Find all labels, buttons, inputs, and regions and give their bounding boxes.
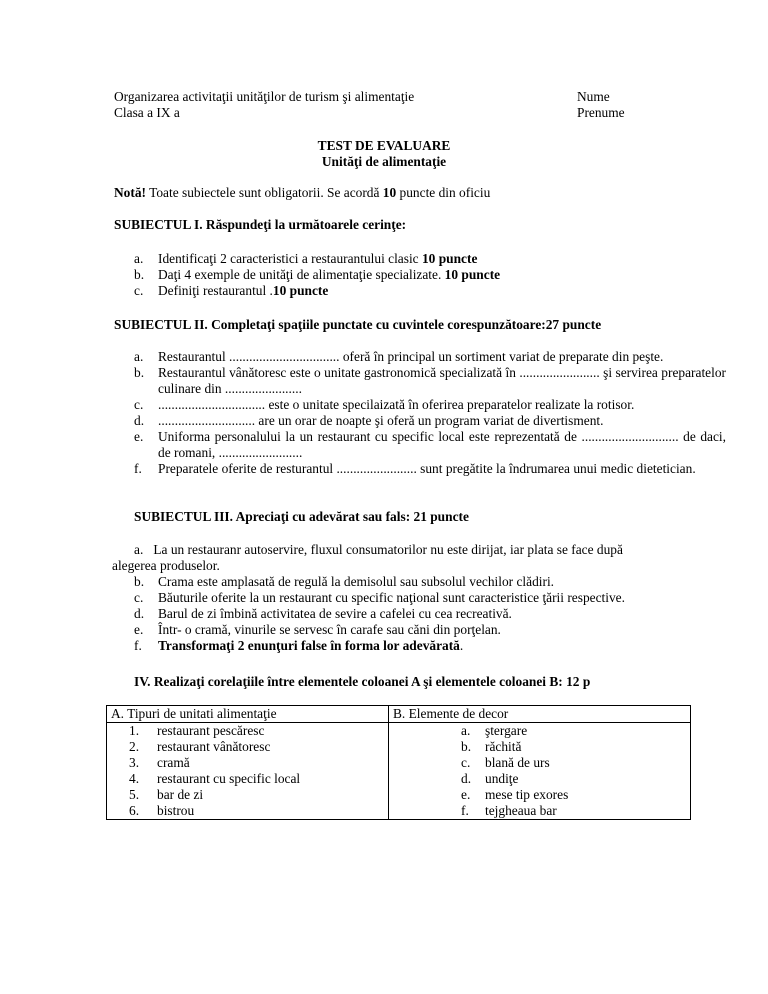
subject-4-title: IV. Realizaţi corelaţiile între elementele coloanei A şi elementele coloanei B: 12 p [134, 674, 591, 689]
subject-2-item-a [114, 349, 726, 365]
subject-2-list [114, 349, 726, 477]
item-label: c. [134, 283, 144, 298]
name-label: Nume [577, 89, 610, 104]
row-text: undiţe [485, 771, 519, 786]
row-letter: e. [461, 787, 471, 802]
item-text: Crama este amplasată de regulă la demisolul sau subsolul vechilor clădiri. [158, 574, 555, 589]
item-tail: . [459, 638, 464, 653]
item-text-line-1: La un restauranr autoservire, fluxul consumatorilor nu este dirijat, iar plata se face după [153, 542, 623, 557]
row-number: 4. [129, 771, 140, 786]
item-text: Transformaţi 2 enunţuri false în forma lor adevărată [158, 638, 460, 653]
subject-2-item-f [114, 461, 726, 477]
item-points: 10 puncte [444, 267, 501, 282]
test-title [0, 138, 768, 170]
column-a-row [107, 739, 388, 755]
item-text: Uniforma personalului la un restaurant cu specific local este reprezentată de ............................. de daci, de romani, ......................... [158, 429, 726, 460]
note [114, 185, 490, 201]
note-label: Notă! [114, 185, 146, 200]
row-letter: b. [461, 739, 472, 754]
column-b-row [389, 739, 690, 755]
column-b-row [389, 787, 690, 803]
item-label: b. [134, 574, 145, 589]
row-text: blană de urs [485, 755, 550, 770]
matching-table [106, 705, 691, 820]
item-label: d. [134, 606, 145, 621]
column-a-row [107, 755, 388, 771]
item-label: e. [134, 622, 144, 637]
column-a-row [107, 771, 388, 787]
header-left [114, 89, 414, 121]
column-a-row [107, 723, 388, 739]
header-right [577, 89, 625, 121]
row-letter: c. [461, 755, 471, 770]
item-label: c. [134, 590, 144, 605]
row-text: mese tip exores [485, 787, 569, 802]
subject-2-item-c [114, 397, 726, 413]
subject-2-item-e [114, 429, 726, 461]
item-label: b. [134, 365, 145, 380]
column-b [389, 723, 691, 820]
row-text: bistrou [157, 803, 195, 818]
item-text: Într- o cramă, vinurile se servesc în carafe sau căni din porţelan. [158, 622, 501, 637]
column-a-header: A. Tipuri de unitati alimentaţie [107, 706, 389, 723]
note-text-1: Toate subiectele sunt obligatorii. Se acordă [145, 185, 383, 200]
subject-1-item-a [114, 251, 726, 267]
column-b-row [389, 771, 690, 787]
row-text: bar de zi [157, 787, 204, 802]
subject-3-item-b [114, 574, 726, 590]
item-text: Restaurantul ................................. oferă în principal un sortiment variat de preparate din peşte. [158, 349, 664, 364]
subject-3-item-a [114, 542, 714, 574]
subject-3-item-e [114, 622, 726, 638]
subject-2-item-b [114, 365, 726, 397]
subject-3-item-f [114, 638, 726, 654]
row-text: restaurant vânătoresc [157, 739, 271, 754]
subject-1-item-b [114, 267, 726, 283]
row-text: cramă [157, 755, 190, 770]
row-letter: f. [461, 803, 469, 818]
item-text: Identificaţi 2 caracteristici a restaurantului clasic [158, 251, 422, 266]
column-b-row [389, 755, 690, 771]
subject-2-points: :27 puncte [541, 317, 602, 332]
subject-3-item-d [114, 606, 726, 622]
column-b-row [389, 803, 690, 819]
subject-1-list [114, 251, 726, 299]
note-points: 10 [382, 185, 397, 200]
item-points: 10 puncte [272, 283, 329, 298]
item-label: a. [134, 542, 144, 557]
row-number: 3. [129, 755, 140, 770]
row-letter: d. [461, 771, 472, 786]
row-number: 1. [129, 723, 140, 738]
item-text: ................................ este o unitate specilaizată în oferirea preparatelor realizate la rotisor. [158, 397, 635, 412]
subject-2-title [114, 317, 601, 333]
item-label: e. [134, 429, 144, 444]
item-text: Definiţi restaurantul . [158, 283, 273, 298]
subject-2-item-d [114, 413, 726, 429]
note-text-2: puncte din oficiu [396, 185, 491, 200]
subject-2-title-text: SUBIECTUL II. Completaţi spaţiile punctate cu cuvintele corespunzătoare [114, 317, 542, 332]
title-sub: Unităţi de alimentaţie [321, 154, 447, 169]
item-label: d. [134, 413, 145, 428]
subject-3-item-c [114, 590, 726, 606]
subject-3-title: SUBIECTUL III. Apreciaţi cu adevărat sau fals: 21 puncte [134, 509, 469, 524]
item-points: 10 puncte [421, 251, 478, 266]
row-letter: a. [461, 723, 471, 738]
item-label: c. [134, 397, 144, 412]
item-text: Daţi 4 exemple de unităţi de alimentaţie specializate. [158, 267, 445, 282]
subject-1-item-c [114, 283, 726, 299]
row-text: ştergare [485, 723, 528, 738]
column-a-row [107, 803, 388, 819]
item-label: f. [134, 461, 142, 476]
title-main: TEST DE EVALUARE [317, 138, 451, 153]
column-a [107, 723, 389, 820]
item-label: f. [134, 638, 142, 653]
subject-1-title: SUBIECTUL I. Răspundeţi la următoarele cerinţe: [114, 217, 407, 232]
column-b-row [389, 723, 690, 739]
column-b-header: B. Elemente de decor [389, 706, 691, 723]
item-label: b. [134, 267, 145, 282]
class-label: Clasa a IX a [114, 105, 180, 120]
item-label: a. [134, 349, 144, 364]
row-number: 2. [129, 739, 140, 754]
item-text: Băuturile oferite la un restaurant cu specific naţional sunt caracteristice ţării respective. [158, 590, 625, 605]
row-text: tejgheaua bar [485, 803, 557, 818]
row-number: 6. [129, 803, 140, 818]
row-text: răchită [485, 739, 522, 754]
item-text: Preparatele oferite de resturantul ........................ sunt pregătite la îndrumarea unui medic dietetician. [158, 461, 696, 476]
row-number: 5. [129, 787, 140, 802]
column-a-row [107, 787, 388, 803]
item-text-line-2: alegerea produselor. [112, 558, 220, 573]
subject-3-list [114, 542, 726, 654]
item-text: ............................. are un orar de noapte şi oferă un program variat de divertisment. [158, 413, 604, 428]
course-title: Organizarea activitaţii unităţilor de turism şi alimentaţie [114, 89, 415, 104]
item-text: Restaurantul vânătoresc este o unitate gastronomică specializată în ........................ şi servirea preparatelor culinare din ....................... [158, 365, 726, 396]
item-text: Barul de zi îmbină activitatea de sevire a cafelei cu cea recreativă. [158, 606, 512, 621]
row-text: restaurant pescăresc [157, 723, 265, 738]
item-label: a. [134, 251, 144, 266]
row-text: restaurant cu specific local [157, 771, 301, 786]
surname-label: Prenume [577, 105, 625, 120]
